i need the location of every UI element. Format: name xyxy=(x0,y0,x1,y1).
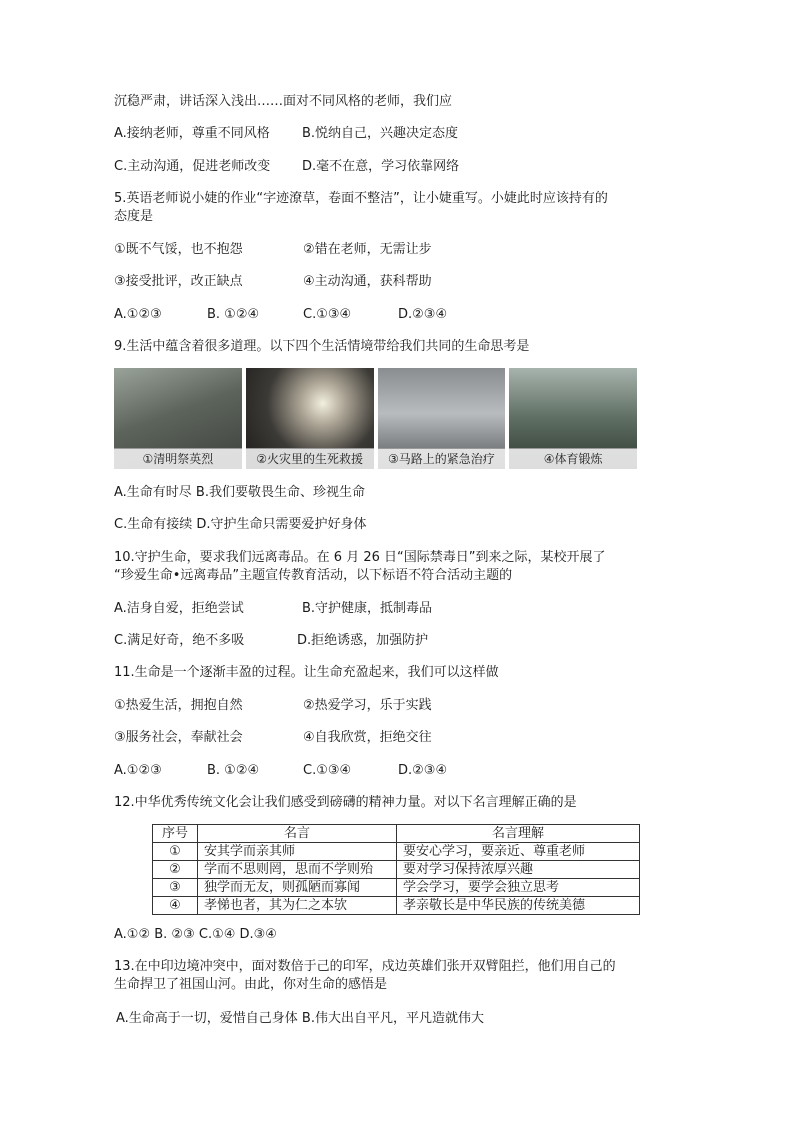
q5-statement-1: ①既不气馁，也不抱怨 xyxy=(114,242,243,257)
q11-statement-4: ④自我欣赏，拒绝交往 xyxy=(303,730,432,745)
q5-statement-2: ②错在老师，无需让步 xyxy=(303,242,432,257)
q11-statement-3: ③服务社会，奉献社会 xyxy=(114,730,243,745)
photo-martyrs-memorial xyxy=(114,368,242,469)
line-q4-stem-end: 沉稳严肃，讲话深入浅出……面对不同风格的老师，我们应 xyxy=(114,94,453,109)
cell-index: ③ xyxy=(153,879,198,897)
cell-understanding: 学会学习，要学会独立思考 xyxy=(397,879,640,897)
q12-stem: 12.中华优秀传统文化会让我们感受到磅礴的精神力量。对以下名言理解正确的是 xyxy=(114,795,577,810)
table-row xyxy=(153,879,640,897)
q10-option-a: A.洁身自爱，拒绝尝试 xyxy=(114,601,244,616)
q12-options: A.①② B. ②③ C.①④ D.③④ xyxy=(114,927,277,942)
q5-statement-3: ③接受批评，改正缺点 xyxy=(114,274,243,289)
q11-option-c: C.①③④ xyxy=(303,763,352,778)
cell-understanding: 要安心学习，要亲近、尊重老师 xyxy=(397,843,640,861)
q11-option-a: A.①②③ xyxy=(114,763,162,778)
q9-options-ab: A.生命有时尽 B.我们要敬畏生命、珍视生命 xyxy=(114,485,365,500)
q5-option-a: A.①②③ xyxy=(114,307,162,322)
q5-statement-4: ④主动沟通，获科帮助 xyxy=(303,274,432,289)
cell-index: ① xyxy=(153,843,198,861)
photo-fire-rescue xyxy=(246,368,374,469)
cell-index: ④ xyxy=(153,897,198,915)
q13-stem-line2: 生命捍卫了祖国山河。由此，你对生命的感悟是 xyxy=(114,977,388,992)
q10-option-c: C.满足好奇，绝不多吸 xyxy=(114,633,245,648)
q10-stem-line2: “珍爱生命•远离毒品”主题宣传教育活动，以下标语不符合活动主题的 xyxy=(114,568,513,583)
photo-caption: ④体育锻炼 xyxy=(509,448,637,469)
photo-caption: ③马路上的紧急治疗 xyxy=(378,448,506,469)
q13-options-ab: A.生命高于一切，爱惜自己身体 B.伟大出自平凡，平凡造就伟大 xyxy=(116,1011,484,1026)
q9-photo-strip xyxy=(114,368,637,469)
cell-quote: 孝悌也者，其为仁之本欤 xyxy=(198,897,397,915)
table-row xyxy=(153,897,640,915)
q4-option-d: D.毫不在意，学习依靠网络 xyxy=(302,159,460,174)
table-row xyxy=(153,843,640,861)
q11-statement-2: ②热爱学习，乐于实践 xyxy=(303,698,432,713)
table-row xyxy=(153,861,640,879)
cell-index: ② xyxy=(153,861,198,879)
q10-option-b: B.守护健康，抵制毒品 xyxy=(302,601,433,616)
photo-caption: ②火灾里的生死救援 xyxy=(246,448,374,469)
q13-stem-line1: 13.在中印边境冲突中，面对数倍于己的印军，戍边英雄们张开双臂阻拦，他们用自己的 xyxy=(114,959,616,974)
q11-option-d: D.②③④ xyxy=(398,763,448,778)
q11-stem: 11.生命是一个逐渐丰盈的过程。让生命充盈起来，我们可以这样做 xyxy=(114,665,499,680)
q4-option-a: A.接纳老师，尊重不同风格 xyxy=(114,126,270,141)
q5-option-c: C.①③④ xyxy=(303,307,352,322)
quotes-table xyxy=(152,824,640,915)
q9-stem: 9.生活中蕴含着很多道理。以下四个生活情境带给我们共同的生命思考是 xyxy=(114,339,530,354)
q9-options-cd: C.生命有接续 D.守护生命只需要爱护好身体 xyxy=(114,517,367,532)
cell-understanding: 孝亲敬长是中华民族的传统美德 xyxy=(397,897,640,915)
cell-understanding: 要对学习保持浓厚兴趣 xyxy=(397,861,640,879)
photo-sports-exercise xyxy=(509,368,637,469)
q10-option-d: D.拒绝诱惑，加强防护 xyxy=(297,633,429,648)
cell-quote: 安其学而亲其师 xyxy=(198,843,397,861)
header-index: 序号 xyxy=(153,825,198,843)
cell-quote: 独学而无友，则孤陋而寡闻 xyxy=(198,879,397,897)
photo-caption: ①清明祭英烈 xyxy=(114,448,242,469)
q5-option-b: B. ①②④ xyxy=(207,307,260,322)
table-header-row xyxy=(153,825,640,843)
q5-option-d: D.②③④ xyxy=(398,307,448,322)
header-quote: 名言 xyxy=(198,825,397,843)
cell-quote: 学而不思则罔，思而不学则殆 xyxy=(198,861,397,879)
q4-option-b: B.悦纳自己，兴趣决定态度 xyxy=(302,126,459,141)
q5-stem-line2: 态度是 xyxy=(114,209,154,224)
q11-statement-1: ①热爱生活，拥抱自然 xyxy=(114,698,243,713)
header-understanding: 名言理解 xyxy=(397,825,640,843)
q4-option-c: C.主动沟通，促进老师改变 xyxy=(114,159,271,174)
photo-road-first-aid xyxy=(378,368,506,469)
q11-option-b: B. ①②④ xyxy=(207,763,260,778)
q10-stem-line1: 10.守护生命，要求我们远离毒品。在 6 月 26 日“国际禁毒日”到来之际，某校开展了 xyxy=(114,550,606,565)
q5-stem-line1: 5.英语老师说小婕的作业“字迹潦草，卷面不整洁”，让小婕重写。小婕此时应该持有的 xyxy=(114,191,608,206)
